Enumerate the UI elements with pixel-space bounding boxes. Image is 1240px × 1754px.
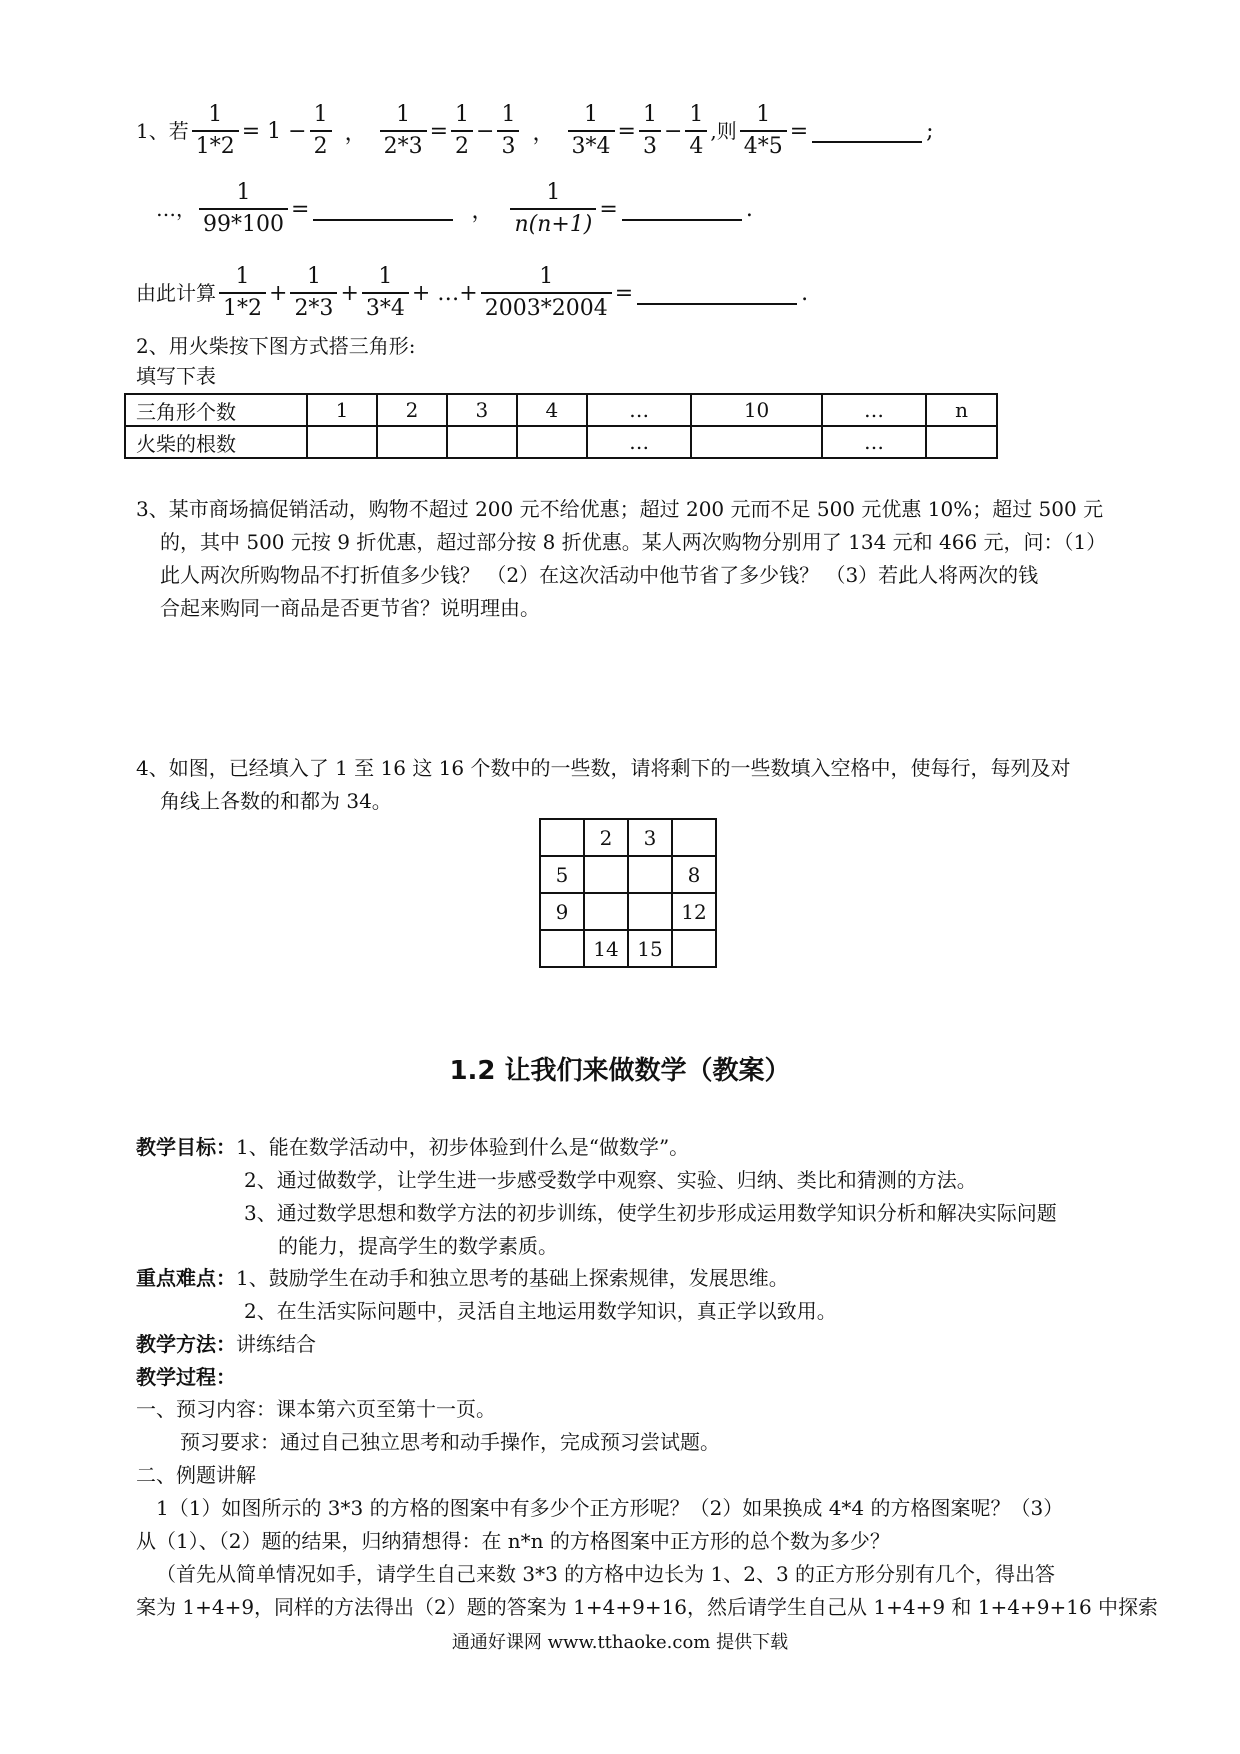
- q3-line1: 3、某市商场搞促销活动，购物不超过 200 元不给优惠；超过 200 元而不足 500 元优惠 10%；超过 500 元: [136, 497, 1104, 521]
- goal-label: 教学目标：: [136, 1135, 236, 1159]
- den: 2*3: [290, 292, 337, 324]
- den: 3: [639, 130, 661, 162]
- fraction: [199, 178, 288, 240]
- q3-line3: 此人两次所购物品不打折值多少钱？ （2）在这次活动中他节省了多少钱？ （3）若此人将两次的钱: [160, 563, 1039, 587]
- num: 1: [756, 102, 771, 127]
- operator: −: [476, 118, 495, 144]
- operator: =: [599, 196, 618, 222]
- table-row: [125, 394, 997, 426]
- fraction: [740, 100, 787, 162]
- table-cell: 火柴的根数: [125, 426, 307, 458]
- table-cell[interactable]: [447, 426, 517, 458]
- q2-sub: 填写下表: [136, 364, 216, 388]
- table-cell[interactable]: [691, 426, 821, 458]
- num: 1: [235, 264, 250, 289]
- num: 1: [539, 264, 554, 289]
- num: 1: [306, 264, 321, 289]
- key-line1: [136, 1262, 789, 1295]
- num: 1: [689, 102, 704, 127]
- operator: + …+: [411, 280, 478, 306]
- num: 1: [208, 102, 223, 127]
- q4-line2: 角线上各数的和都为 34。: [160, 789, 392, 813]
- grid-cell[interactable]: [540, 819, 584, 856]
- table-cell: …: [822, 426, 926, 458]
- operator: = 1 −: [241, 118, 307, 144]
- method-line: [136, 1328, 316, 1361]
- key-label: 重点难点：: [136, 1266, 236, 1290]
- table-cell[interactable]: [926, 426, 997, 458]
- operator: =: [789, 118, 809, 144]
- grid-cell[interactable]: [584, 893, 628, 930]
- key2: 2、在生活实际问题中，灵活自主地运用数学知识，真正学以致用。: [244, 1299, 837, 1323]
- den: 3*4: [362, 292, 409, 324]
- grid-cell: 5: [540, 856, 584, 893]
- grid-cell[interactable]: [672, 819, 716, 856]
- table-cell: 4: [517, 394, 587, 426]
- method-label: 教学方法：: [136, 1332, 236, 1356]
- comma: ，: [471, 198, 494, 224]
- operator: =: [429, 118, 449, 144]
- grid-row: [540, 856, 716, 893]
- fraction: [497, 100, 519, 162]
- lesson-title: 1.2 让我们来做数学（教案）: [449, 1056, 791, 1086]
- grid-cell: 12: [672, 893, 716, 930]
- key1: 1、鼓励学生在动手和独立思考的基础上探索规律，发展思维。: [236, 1266, 789, 1290]
- den: 4*5: [740, 130, 787, 162]
- grid-cell[interactable]: [672, 930, 716, 967]
- table-cell: 1: [307, 394, 377, 426]
- fraction: [685, 100, 707, 162]
- num: 1: [396, 102, 411, 127]
- den: 1*2: [219, 292, 266, 324]
- den: 3*4: [568, 130, 615, 162]
- fraction: [192, 100, 239, 162]
- footer: 通通好课网 www.tthaoke.com 提供下载: [451, 1632, 789, 1653]
- answer-blank[interactable]: [637, 281, 797, 305]
- fraction: [510, 178, 596, 240]
- table-cell[interactable]: [307, 426, 377, 458]
- answer-blank[interactable]: [313, 197, 453, 221]
- operator: +: [269, 280, 288, 306]
- fraction: [219, 262, 266, 324]
- num: 1: [642, 102, 657, 127]
- num: 1: [313, 102, 328, 127]
- den: 3: [497, 130, 519, 162]
- grid-cell[interactable]: [628, 893, 672, 930]
- operator: =: [614, 280, 634, 306]
- q3-line2: 的，其中 500 元按 9 折优惠，超过部分按 8 折优惠。某人两次购物分别用了 134 元和 466 元，问：（1）: [160, 530, 1107, 554]
- operator: +: [340, 280, 359, 306]
- p4: 1（1）如图所示的 3*3 的方格的图案中有多少个正方形呢？（2）如果换成 4*4 的方格图案呢？（3）: [156, 1496, 1064, 1520]
- fraction: [380, 100, 427, 162]
- den: 4: [685, 130, 707, 162]
- num: 1: [455, 102, 470, 127]
- table-cell[interactable]: [517, 426, 587, 458]
- process-label: 教学过程：: [136, 1365, 236, 1389]
- q2-text: 2、用火柴按下图方式搭三角形:: [136, 334, 416, 358]
- q1-prefix: 1、若: [136, 118, 189, 143]
- ellipsis-prefix: …，: [156, 196, 196, 221]
- fraction: [639, 100, 661, 162]
- p7: 案为 1+4+9，同样的方法得出（2）题的答案为 1+4+9+16，然后请学生自己从 1+4+9 和 1+4+9+16 中探索: [136, 1595, 1159, 1619]
- num: 1: [584, 102, 598, 127]
- q4-line1: 4、如图，已经填入了 1 至 16 这 16 个数中的一些数，请将剩下的一些数填入空格中，使每行，每列及对: [136, 756, 1071, 780]
- answer-blank[interactable]: [812, 119, 922, 143]
- semicolon: ;: [926, 118, 934, 144]
- grid-cell: 8: [672, 856, 716, 893]
- grid-cell: 9: [540, 893, 584, 930]
- grid-cell: 14: [584, 930, 628, 967]
- goal-line1: [136, 1131, 689, 1164]
- den: 99*100: [199, 208, 288, 240]
- q1-line1: [136, 100, 934, 162]
- method: 讲练结合: [236, 1332, 316, 1356]
- grid-cell[interactable]: [540, 930, 584, 967]
- magic-square-grid: [539, 818, 717, 968]
- goal3a: 3、通过数学思想和数学方法的初步训练，使学生初步形成运用数学知识分析和解决实际问题: [244, 1201, 1057, 1225]
- fraction: [362, 262, 409, 324]
- den: 2: [310, 130, 332, 162]
- p1: 一、预习内容：课本第六页至第十一页。: [136, 1397, 496, 1421]
- comma: ，: [532, 120, 555, 146]
- table-cell: n: [926, 394, 997, 426]
- answer-blank[interactable]: [622, 197, 742, 221]
- grid-cell: 2: [584, 819, 628, 856]
- table-cell: …: [587, 426, 691, 458]
- den: 1*2: [192, 130, 239, 162]
- den: 2: [451, 130, 473, 162]
- fraction: [290, 262, 337, 324]
- p2: 预习要求：通过自己独立思考和动手操作，完成预习尝试题。: [180, 1430, 720, 1454]
- grid-row: [540, 819, 716, 856]
- p3: 二、例题讲解: [136, 1463, 256, 1487]
- table-cell[interactable]: [377, 426, 447, 458]
- num: 1: [546, 180, 561, 205]
- fraction: [451, 100, 473, 162]
- operator: =: [617, 118, 636, 144]
- goal3b: 的能力，提高学生的数学素质。: [278, 1234, 558, 1258]
- grid-cell[interactable]: [628, 856, 672, 893]
- grid-cell: 3: [628, 819, 672, 856]
- den: 2003*2004: [481, 292, 612, 324]
- table-cell: 3: [447, 394, 517, 426]
- table-cell: …: [822, 394, 926, 426]
- p6: （首先从简单情况如手，请学生自己来数 3*3 的方格中边长为 1、2、3 的正方形分别有几个，得出答: [156, 1562, 1056, 1586]
- operator: =: [291, 196, 310, 222]
- den: n(n+1): [510, 208, 596, 240]
- den: 2*3: [380, 130, 427, 162]
- table-cell: 2: [377, 394, 447, 426]
- grid-row: [540, 893, 716, 930]
- fraction: [568, 100, 615, 162]
- table-cell: 10: [691, 394, 821, 426]
- grid-cell: 15: [628, 930, 672, 967]
- q3-line4: 合起来购同一商品是否更节省？说明理由。: [160, 596, 540, 620]
- fraction: [310, 100, 332, 162]
- table-row: [125, 426, 997, 458]
- p5: 从（1）、（2）题的结果，归纳猜想得：在 n*n 的方格图案中正方形的总个数为多少？: [136, 1529, 890, 1553]
- goal2: 2、通过做数学，让学生进一步感受数学中观察、实验、归纳、类比和猜测的方法。: [244, 1168, 977, 1192]
- compute-prefix: 由此计算: [136, 280, 216, 305]
- fraction: [481, 262, 612, 324]
- grid-row: [540, 930, 716, 967]
- goal1: 1、能在数学活动中，初步体验到什么是“做数学”。: [236, 1135, 690, 1159]
- operator: −: [663, 118, 683, 144]
- table-cell: …: [587, 394, 691, 426]
- q1-line2: [156, 178, 753, 240]
- q1-line3: [136, 262, 808, 324]
- num: 1: [378, 264, 393, 289]
- comma: ，: [344, 120, 367, 146]
- match-table: [124, 393, 998, 459]
- num: 1: [501, 102, 516, 127]
- table-cell: 三角形个数: [125, 394, 307, 426]
- then-text: ,则: [710, 118, 737, 143]
- period: .: [801, 280, 809, 306]
- grid-cell[interactable]: [584, 856, 628, 893]
- num: 1: [236, 180, 251, 205]
- period: .: [745, 196, 753, 222]
